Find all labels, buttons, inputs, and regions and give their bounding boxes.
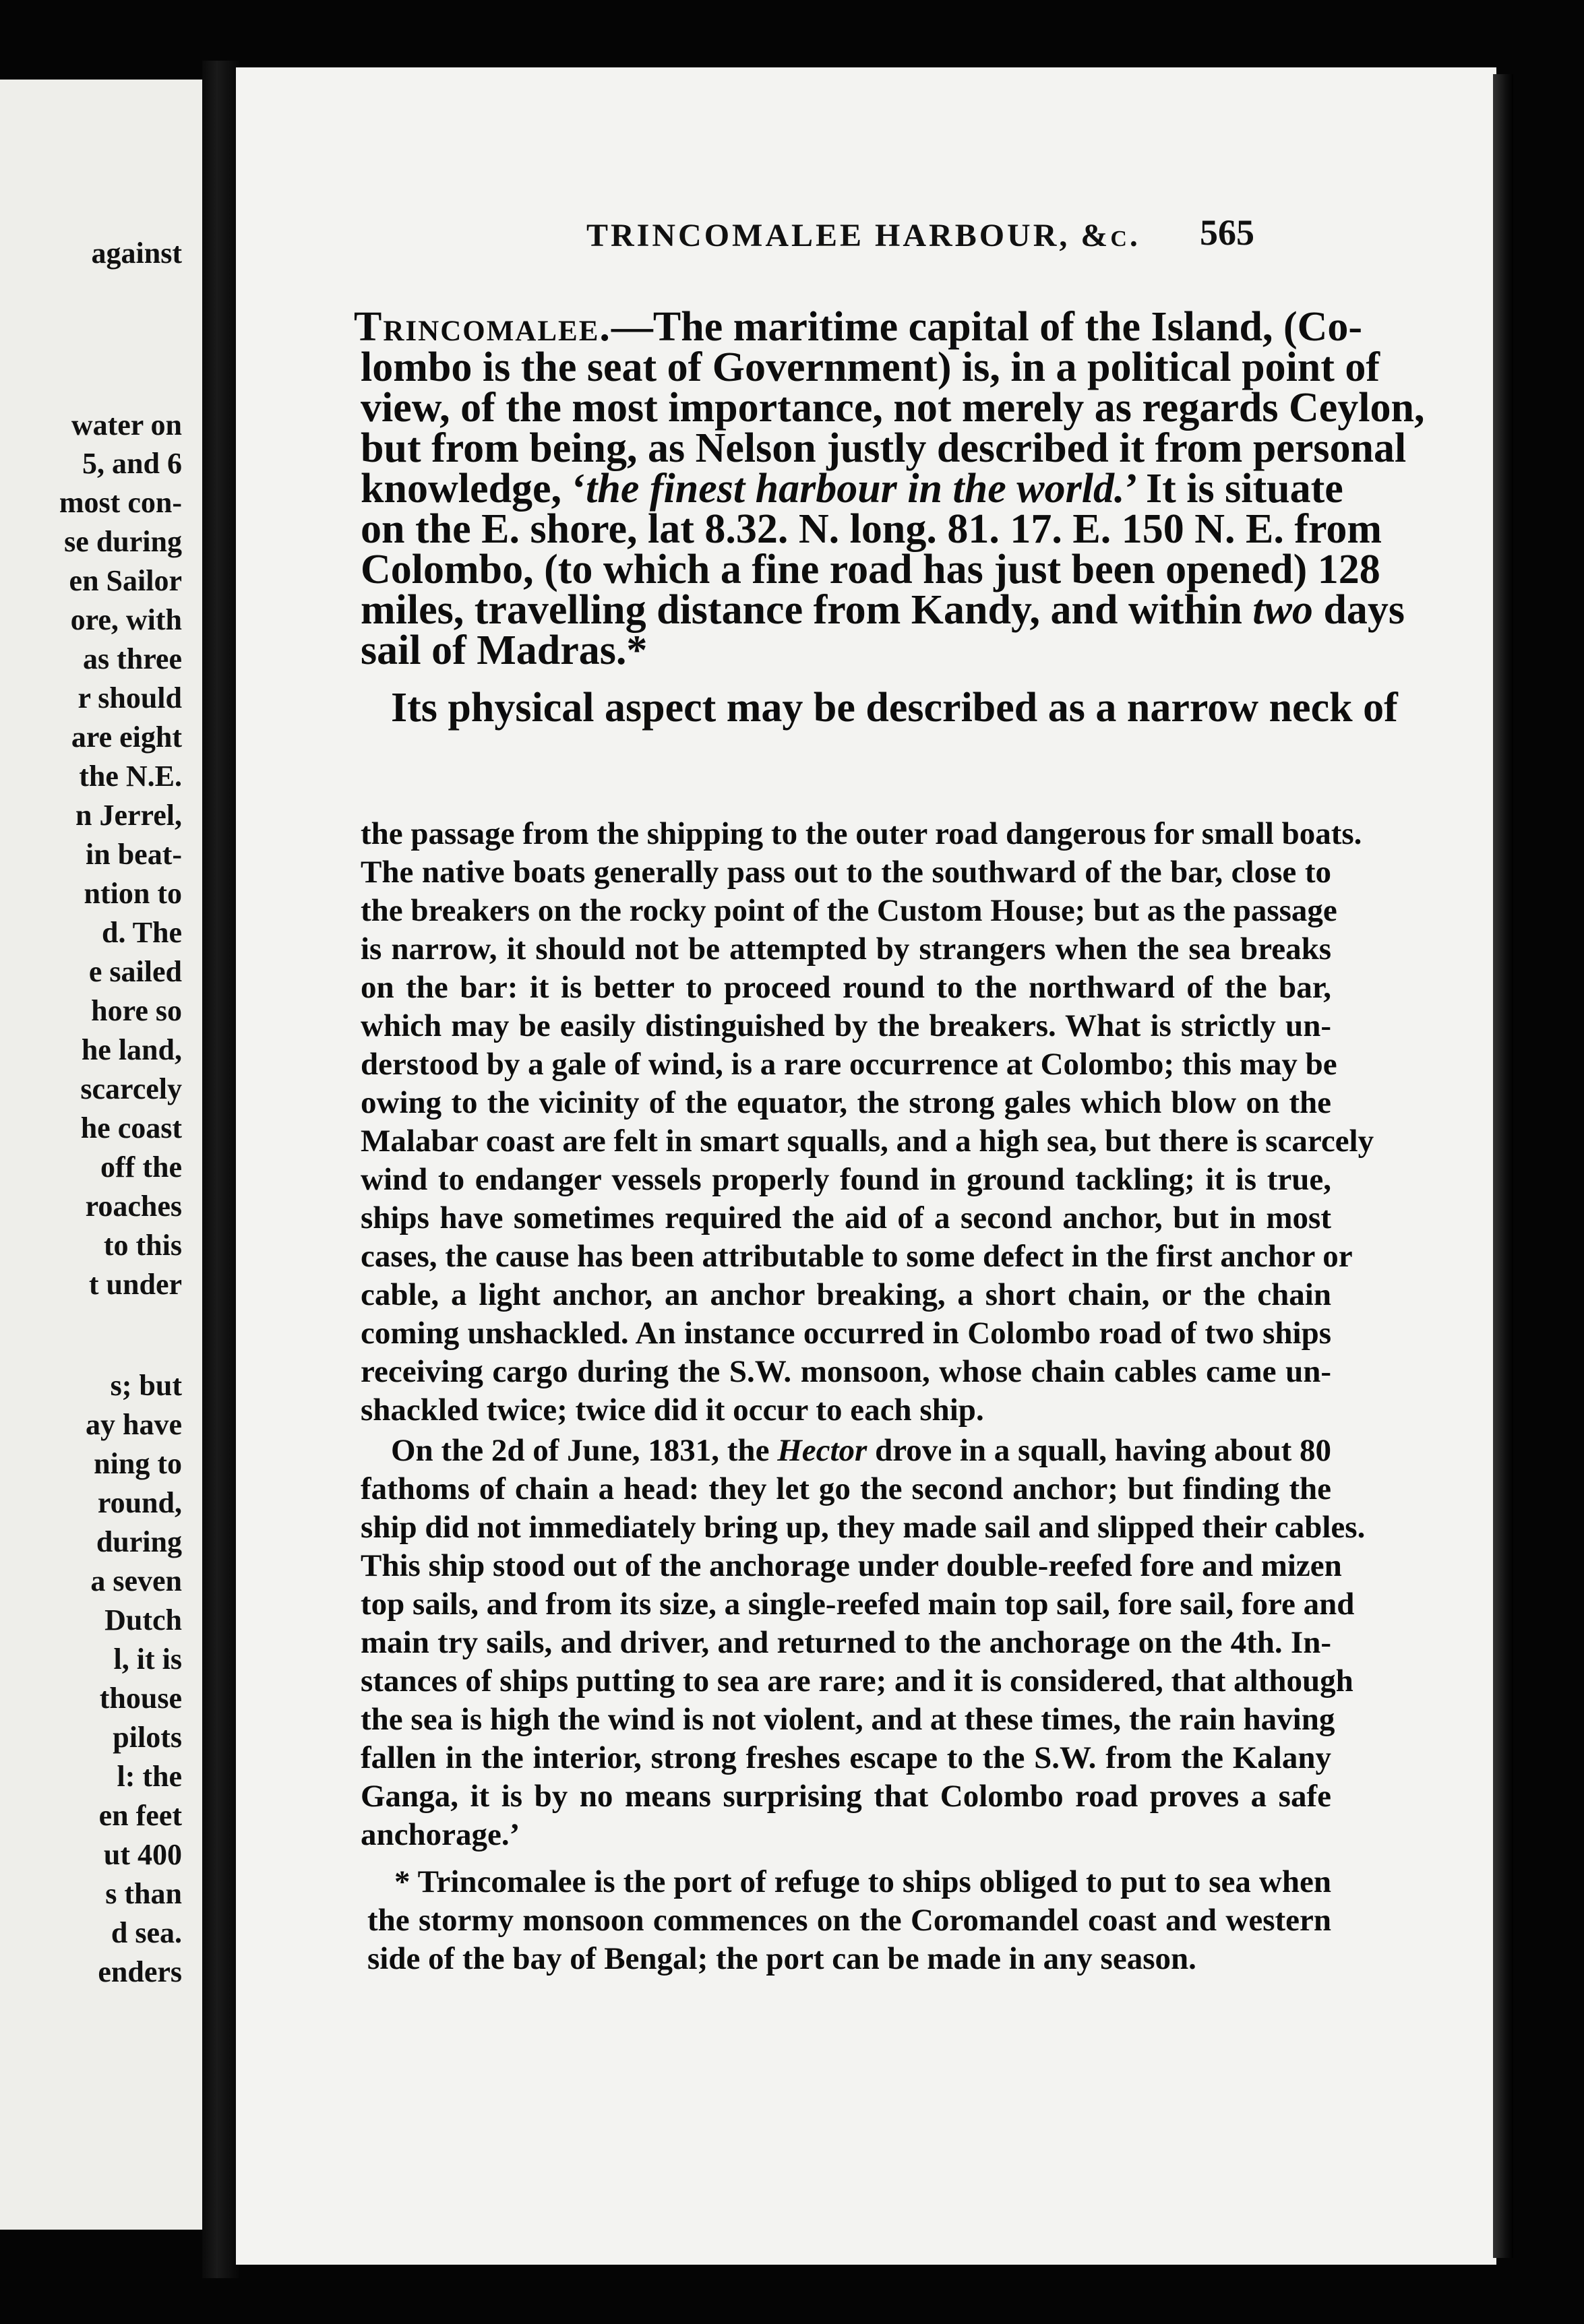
body-line: but from being, as Nelson justly described it from personal <box>361 425 1407 471</box>
body-line: Its physical aspect may be described as a narrow neck of <box>391 685 1398 731</box>
previous-page-line: n Jerrel, <box>75 799 182 832</box>
previous-page-lines <box>0 80 202 2230</box>
previous-page-line: pilots <box>113 1721 182 1754</box>
previous-page-line: enders <box>98 1955 182 1988</box>
body-line: lombo is the seat of Government) is, in a political point of <box>361 344 1380 390</box>
previous-page-line: 5, and 6 <box>82 447 182 480</box>
previous-page-line: thouse <box>99 1682 182 1715</box>
small-line: fallen in the interior, strong freshes escape to the S.W. from the Kalany <box>361 1740 1331 1775</box>
small-line: cases, the cause has been attributable to some defect in the first anchor or <box>361 1239 1353 1274</box>
running-head: TRINCOMALEE HARBOUR, &c. <box>586 218 1140 253</box>
previous-page-line: roaches <box>85 1190 182 1223</box>
small-line: the breakers on the rocky point of the Custom House; but as the passage <box>361 893 1337 928</box>
page-number: 565 <box>1200 212 1254 253</box>
small-line: derstood by a gale of wind, is a rare occurrence at Colombo; this may be <box>361 1047 1337 1082</box>
small-line: This ship stood out of the anchorage under double-reefed fore and mizen <box>361 1548 1342 1583</box>
previous-page-line: he land, <box>81 1033 182 1066</box>
previous-page-line: ore, with <box>70 603 182 636</box>
small-line: ships have sometimes required the aid of a second anchor, but in most <box>361 1200 1331 1235</box>
small-line: shackled twice; twice did it occur to each ship. <box>361 1393 984 1428</box>
previous-page-line: he coast <box>80 1111 182 1144</box>
book-gutter <box>202 61 239 2278</box>
previous-page-line: d. The <box>101 916 182 949</box>
previous-page-line: r should <box>78 681 182 714</box>
previous-page-line: s than <box>105 1877 182 1910</box>
small-line: owing to the vicinity of the equator, the strong gales which blow on the <box>361 1085 1331 1120</box>
previous-page-line: s; but <box>110 1369 182 1402</box>
book-page <box>236 67 1496 2265</box>
small-line: The native boats generally pass out to the southward of the bar, close to <box>361 855 1331 890</box>
small-line: Ganga, it is by no means surprising that Colombo road proves a safe <box>361 1779 1331 1814</box>
small-line: anchorage.’ <box>361 1817 520 1852</box>
small-line: cable, a light anchor, an anchor breaking, a short chain, or the chain <box>361 1277 1331 1312</box>
previous-page-line: off the <box>100 1151 182 1184</box>
small-line: fathoms of chain a head: they let go the second anchor; but finding the <box>361 1471 1331 1506</box>
small-line: Malabar coast are felt in smart squalls, and a high sea, but there is scarcely <box>361 1124 1374 1159</box>
previous-page-line: as three <box>82 642 182 675</box>
previous-page-strip <box>0 80 202 2230</box>
footnote-line: * Trincomalee is the port of refuge to ships obliged to put to sea when <box>394 1864 1331 1899</box>
previous-page-line: ay have <box>86 1408 182 1441</box>
previous-page-line: water on <box>71 408 182 441</box>
previous-page-line: ut 400 <box>103 1838 182 1871</box>
body-line: miles, travelling distance from Kandy, and within two days <box>361 587 1405 633</box>
small-line: coming unshackled. An instance occurred in Colombo road of two ships <box>361 1316 1331 1351</box>
previous-page-line: are eight <box>71 721 182 754</box>
small-line: stances of ships putting to sea are rare; and it is considered, that although <box>361 1663 1353 1699</box>
small-line: on the bar: it is better to proceed round to the northward of the bar, <box>361 970 1331 1005</box>
previous-page-line: scarcely <box>80 1072 182 1105</box>
previous-page-line: in beat- <box>86 838 182 871</box>
body-line: Trincomalee.—The maritime capital of the Island, (Co- <box>354 304 1363 350</box>
footnote-line: side of the bay of Bengal; the port can be made in any season. <box>367 1941 1196 1976</box>
body-line: on the E. shore, lat 8.32. N. long. 81. 17. E. 150 N. E. from <box>361 506 1382 552</box>
small-line: ship did not immediately bring up, they made sail and slipped their cables. <box>361 1510 1366 1545</box>
previous-page-line: hore so <box>91 994 182 1027</box>
previous-page-line: the N.E. <box>79 760 182 793</box>
previous-page-line: to this <box>103 1229 182 1262</box>
previous-page-line: round, <box>97 1486 182 1519</box>
body-line: sail of Madras.* <box>361 628 648 673</box>
page-edge <box>1493 74 1513 2258</box>
previous-page-line: en Sailor <box>69 564 182 597</box>
small-line: top sails, and from its size, a single-reefed main top sail, fore sail, fore and <box>361 1587 1355 1622</box>
small-line: receiving cargo during the S.W. monsoon, whose chain cables came un- <box>361 1354 1331 1389</box>
small-line: the passage from the shipping to the outer road dangerous for small boats. <box>361 816 1362 851</box>
body-line: view, of the most importance, not merely as regards Ceylon, <box>361 385 1425 431</box>
previous-page-line: most con- <box>59 486 182 519</box>
previous-page-line: e sailed <box>88 955 182 988</box>
small-line: is narrow, it should not be attempted by strangers when the sea breaks <box>361 931 1331 967</box>
previous-page-line: ning to <box>94 1447 182 1480</box>
previous-page-line: t under <box>88 1268 182 1301</box>
small-line: On the 2d of June, 1831, the Hector drove in a squall, having about 80 <box>391 1433 1331 1468</box>
previous-page-line: d sea. <box>111 1916 182 1949</box>
previous-page-line: during <box>96 1525 182 1558</box>
footnote-line: the stormy monsoon commences on the Coromandel coast and western <box>367 1903 1331 1938</box>
small-line: the sea is high the wind is not violent, and at these times, the rain having <box>361 1702 1335 1737</box>
body-line: knowledge, ‘the finest harbour in the world.’ It is situate <box>361 466 1343 512</box>
previous-page-line: a seven <box>90 1564 182 1597</box>
previous-page-line: ntion to <box>84 877 182 910</box>
small-line: which may be easily distinguished by the breakers. What is strictly un- <box>361 1008 1331 1043</box>
previous-page-line: l, it is <box>113 1643 182 1676</box>
previous-page-line: en feet <box>98 1799 182 1832</box>
small-line: main try sails, and driver, and returned to the anchorage on the 4th. In- <box>361 1625 1331 1660</box>
small-line: wind to endanger vessels properly found in ground tackling; it is true, <box>361 1162 1331 1197</box>
previous-page-line: Dutch <box>104 1603 182 1637</box>
body-line: Colombo, (to which a fine road has just been opened) 128 <box>361 547 1380 592</box>
previous-page-line: against <box>91 237 182 270</box>
previous-page-line: se during <box>64 525 182 558</box>
previous-page-line: l: the <box>117 1760 182 1793</box>
